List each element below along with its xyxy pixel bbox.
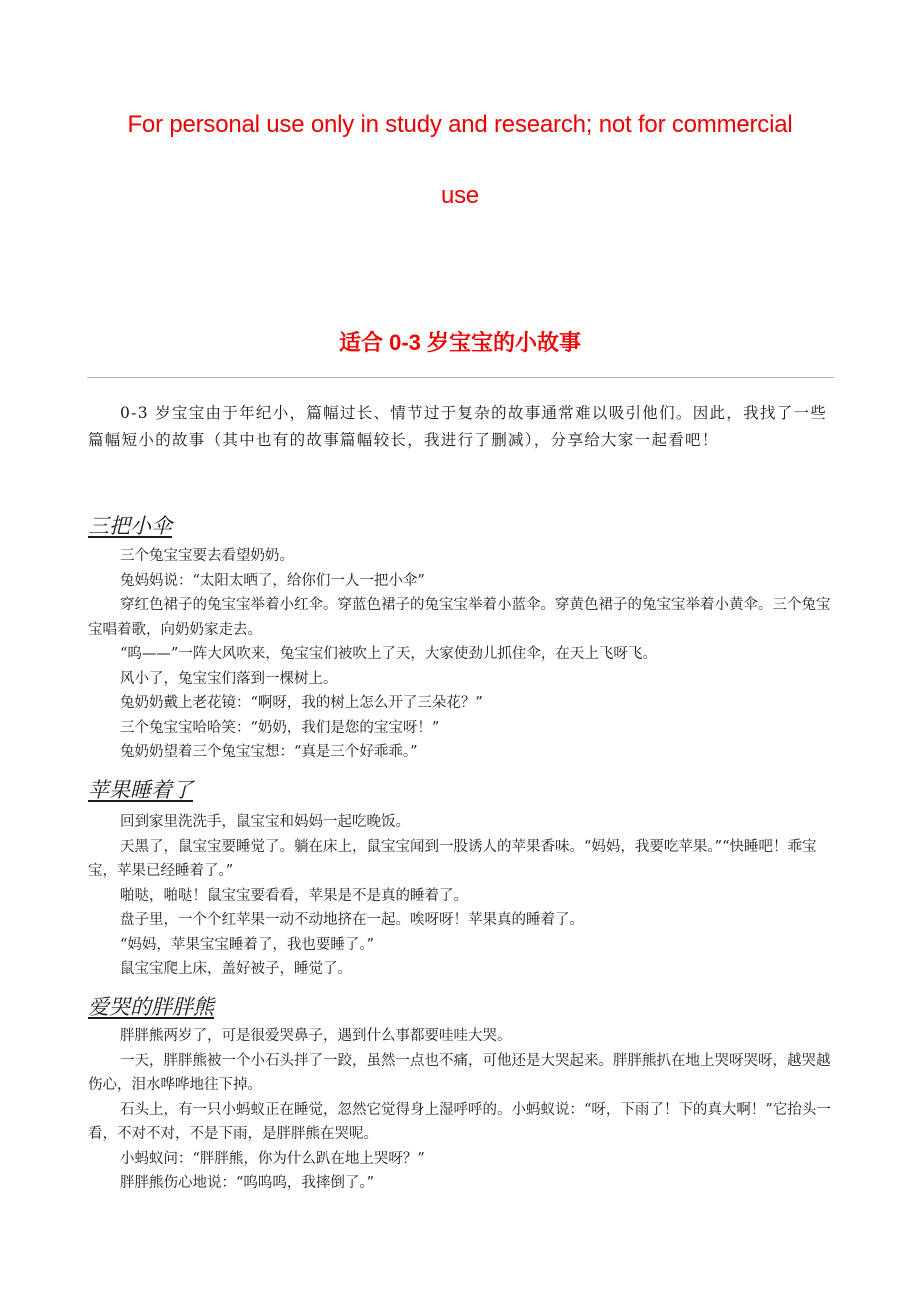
story-paragraph: 石头上，有一只小蚂蚁正在睡觉，忽然它觉得身上湿呼呼的。小蚂蚁说：“呀，下雨了！下的真大啊！”它抬头一看，不对不对，不是下雨，是胖胖熊在哭呢。 <box>88 1101 831 1142</box>
document-title: 适合 0-3 岁宝宝的小故事 <box>338 330 582 355</box>
story-paragraph: 天黑了，鼠宝宝要睡觉了。躺在床上，鼠宝宝闻到一股诱人的苹果香味。“妈妈，我要吃苹果。”“快睡吧！乖宝宝，苹果已经睡着了。” <box>88 838 817 879</box>
story-paragraph: 风小了，兔宝宝们落到一棵树上。 <box>120 670 338 687</box>
story-paragraph: 回到家里洗洗手，鼠宝宝和妈妈一起吃晚饭。 <box>120 814 410 830</box>
story-paragraph: 三个兔宝宝要去看望奶奶。 <box>120 548 294 564</box>
story-paragraph: 兔奶奶戴上老花镜：“啊呀，我的树上怎么开了三朵花？” <box>120 695 483 711</box>
story-paragraph: 胖胖熊两岁了，可是很爱哭鼻子，遇到什么事都要哇哇大哭。 <box>120 1028 512 1044</box>
copyright-notice-line2: use <box>440 182 480 209</box>
story-paragraph: 盘子里，一个个红苹果一动不动地挤在一起。唉呀呀！苹果真的睡着了。 <box>120 912 584 928</box>
copyright-notice-line1: For personal use only in study and research; not for commercial <box>127 111 793 138</box>
story-title-apple-asleep: 苹果睡着了 <box>88 778 193 802</box>
story-body-crying-bear <box>88 1024 836 1196</box>
story-body-three-umbrellas <box>88 544 836 765</box>
story-title-three-umbrellas: 三把小伞 <box>88 514 172 538</box>
story-paragraph: 小蚂蚁问：“胖胖熊，你为什么趴在地上哭呀？” <box>120 1150 425 1167</box>
story-paragraph: “妈妈，苹果宝宝睡着了，我也要睡了。” <box>120 936 375 953</box>
story-title-crying-bear: 爱哭的胖胖熊 <box>88 995 214 1019</box>
story-paragraph: 啪哒，啪哒！鼠宝宝要看看，苹果是不是真的睡着了。 <box>120 887 468 904</box>
story-paragraph: 三个兔宝宝哈哈笑：“奶奶，我们是您的宝宝呀！” <box>120 719 440 736</box>
story-paragraph: 兔妈妈说：“太阳太晒了，给你们一人一把小伞” <box>120 572 425 589</box>
intro-paragraph: 0-3 岁宝宝由于年纪小，篇幅过长、情节过于复杂的故事通常难以吸引他们。因此，我找了一些篇幅短小的故事（其中也有的故事篇幅较长，我进行了删减），分享给大家一起看吧！ <box>88 404 828 449</box>
story-paragraph: 一天，胖胖熊被一个小石头拌了一跤，虽然一点也不痛，可他还是大哭起来。胖胖熊扒在地上哭呀哭呀，越哭越伤心，泪水哗哗地往下掉。 <box>88 1052 831 1093</box>
story-body-apple-asleep <box>88 810 836 982</box>
title-divider <box>87 377 834 378</box>
story-paragraph: 兔奶奶望着三个兔宝宝想：“真是三个好乖乖。” <box>120 744 418 760</box>
story-paragraph: 胖胖熊伤心地说：“呜呜呜，我摔倒了。” <box>120 1175 375 1191</box>
story-paragraph: 穿红色裙子的兔宝宝举着小红伞。穿蓝色裙子的兔宝宝举着小蓝伞。穿黄色裙子的兔宝宝举着小黄伞。三个兔宝宝唱着歌，向奶奶家走去。 <box>88 597 831 638</box>
story-paragraph: “呜——”一阵大风吹来，兔宝宝们被吹上了天，大家使劲儿抓住伞，在天上飞呀飞。 <box>120 646 657 662</box>
story-paragraph: 鼠宝宝爬上床，盖好被子，睡觉了。 <box>120 961 352 977</box>
